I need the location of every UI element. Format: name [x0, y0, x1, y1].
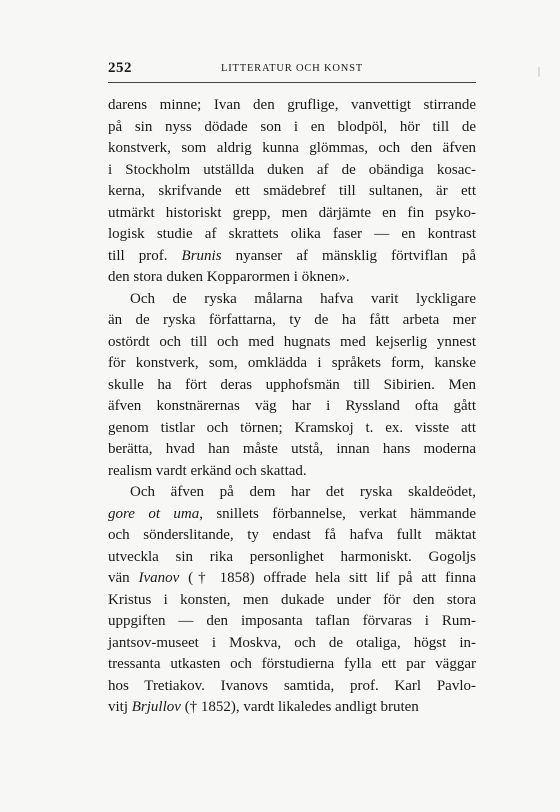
text-segment: († 1858) offrade hela sitt lif på att finna	[179, 570, 476, 586]
text-segment: äfven konstnärernas väg har i Ryssland ofta gått	[108, 398, 476, 414]
text-segment: konstverk, som aldrig kunna glömmas, och den äfven	[108, 140, 476, 156]
text-line	[108, 590, 476, 612]
page-number: 252	[108, 60, 132, 76]
text-segment: och sönderslitande, ty endast få hafva fullt mäktat	[108, 527, 476, 543]
text-segment: hos Tretiakov. Ivanovs samtida, prof. Karl Pavlo-	[108, 677, 476, 694]
italic-name: Brjullov	[131, 699, 181, 715]
text-line	[108, 353, 476, 375]
italic-name: Ivanov	[138, 570, 180, 586]
text-segment: realism vardt erkänd och skattad.	[108, 462, 307, 479]
text-segment: utveckla sin rika personlighet harmoniskt. Gogoljs	[108, 548, 476, 565]
text-line	[108, 525, 476, 547]
text-segment: vitj	[108, 699, 132, 715]
text-line	[108, 310, 476, 332]
text-segment: Och äfven på dem har det ryska skaldeödet,	[130, 484, 476, 500]
text-line	[108, 697, 476, 719]
running-header	[108, 60, 476, 83]
text-segment: , snillets förbannelse, verkat hämmande	[199, 505, 476, 522]
text-segment: än de ryska författarna, ty de ha fått arbeta mer	[108, 312, 476, 328]
text-line	[108, 633, 476, 655]
italic-name: gore ot uma	[108, 505, 200, 522]
margin-mark: |	[538, 66, 541, 77]
text-line	[108, 160, 476, 182]
text-segment: darens minne; Ivan den gruflige, vanvettigt stirrande	[108, 97, 476, 113]
text-line	[108, 418, 476, 440]
text-line	[108, 504, 476, 526]
book-page	[108, 60, 476, 719]
text-line	[108, 138, 476, 160]
running-title: LITTERATUR OCH KONST	[221, 63, 363, 74]
text-segment: († 1852), vardt likaledes andligt bruten	[180, 699, 419, 715]
text-segment: för konstverk, som, omklädda i språkets form, kanske	[108, 355, 476, 371]
text-line	[108, 224, 476, 246]
paragraph	[108, 95, 476, 289]
text-line	[108, 611, 476, 633]
text-segment: i Stockholm utställda duken af de obändiga kosac-	[108, 161, 476, 178]
text-segment: utmärkt historiskt grepp, men därjämte en fin psyko-	[108, 204, 476, 221]
text-line	[108, 547, 476, 569]
text-line	[108, 289, 476, 311]
text-line	[108, 181, 476, 203]
text-line	[108, 375, 476, 397]
text-segment: vän	[108, 570, 139, 586]
text-line	[108, 676, 476, 698]
text-line	[108, 267, 476, 289]
paragraph	[108, 289, 476, 483]
text-line	[108, 654, 476, 676]
text-segment: Och de ryska målarna hafva varit lyckligare	[130, 290, 476, 307]
text-segment: jantsov-museet i Moskva, och de otaliga, högst in-	[108, 634, 476, 651]
text-line	[108, 568, 476, 590]
text-line	[108, 332, 476, 354]
text-segment: den stora duken Kopparormen i öknen».	[108, 269, 350, 285]
paragraph	[108, 482, 476, 719]
text-segment: genom tistlar och törnen; Kramskoj t. ex. visste att	[108, 419, 476, 436]
text-segment: på sin nyss dödade son i en blodpöl, hör till de	[108, 118, 476, 135]
italic-name: Brunis	[181, 247, 222, 264]
body-text	[108, 95, 476, 719]
text-segment: skulle ha fört deras upphofsmän till Sibirien. Men	[108, 376, 476, 393]
text-segment: kerna, skrifvande ett smädebref till sultanen, är ett	[108, 183, 476, 199]
text-segment: uppgiften — den imposanta taflan förvaras i Rum-	[108, 613, 476, 629]
text-segment: logisk studie af skrattets olika faser — en kontrast	[108, 226, 476, 242]
text-segment: nyanser af mänsklig förtviflan på	[221, 247, 476, 264]
text-segment: Kristus i konsten, men dukade under för den stora	[108, 591, 476, 608]
text-segment: ostördt och till och med hugnats med kejserlig ynnest	[108, 333, 476, 350]
text-segment: berätta, hvad han måste utstå, innan hans moderna	[108, 441, 476, 457]
text-line	[108, 482, 476, 504]
text-line	[108, 246, 476, 268]
text-line	[108, 439, 476, 461]
text-line	[108, 117, 476, 139]
text-line	[108, 396, 476, 418]
text-line	[108, 461, 476, 483]
text-line	[108, 95, 476, 117]
text-line	[108, 203, 476, 225]
text-segment: till prof.	[108, 247, 182, 264]
text-segment: tressanta utkasten och förstudierna fylla ett par väggar	[108, 656, 476, 672]
